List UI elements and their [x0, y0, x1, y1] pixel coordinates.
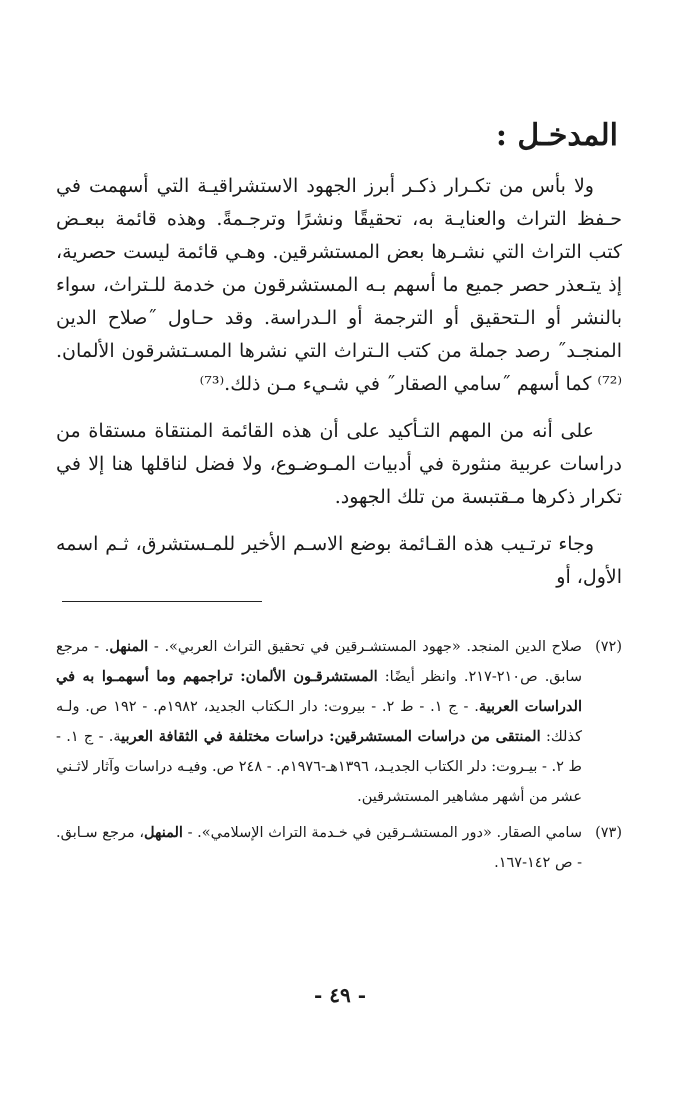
footnote-72 [56, 632, 622, 812]
footnote-number: (٧٣) [595, 825, 622, 841]
footnote-number: (٧٢) [595, 639, 622, 655]
footnote-divider [62, 601, 262, 602]
footnote-text [56, 632, 582, 812]
footnote-segment: . - مرجع سابق. ص٢١٠-٢١٧. وانظر أيضًا: [56, 639, 582, 685]
page-number: - ٤٩ - [313, 983, 366, 1007]
footnote-segment: ة. - ج ١. - ط ٢. - بيـروت: دلر الكتاب الجديـد، ١٣٩٦هـ-١٩٧٦م. - ٢٤٨ ص. وفيـه دراسات وآثار لاثـني عشر من أشهر مشاهير المستشرقين. [56, 729, 582, 805]
body-paragraph: على أنه من المهم التـأكيد على أن هذه القائمة المنتقاة مستقاة من دراسات عربية منثورة في أدبيات المـوضـوع، ولا فضل لناقلها هنا إلا في تكرار ذكرها مـقتبسة من تلك الجهود. [56, 420, 622, 508]
body-paragraph: وجاء ترتـيب هذه القـائمة بوضع الاسـم الأخير للمـستشرق، ثـم اسمه الأول، أو [56, 533, 622, 588]
section-heading: المدخـل : [495, 118, 618, 153]
footnotes [56, 632, 622, 884]
footnote-73 [56, 818, 622, 878]
footnote-source-title: المنهل [144, 824, 183, 841]
body-paragraph: ولا بأس من تكـرار ذكـر أبرز الجهود الاستشراقيـة التي أسهمت في حـفظ التراث والعنايـة به، تحقيقًا ونشرًا وترجـمةً. وهذه قائمة ببعـض كتب التراث التي نشـرها بعض المستشرقين. وهـي قائمة ليست حصرية، إذ يتـعذر حصر جميع ما أسهم بـه المستشرقون من خدمة للـتراث، سواء بالنشر أو الـتحقيق أو الترجمة أو الـدراسة. وقد حـاول ˝صلاح الدين المنجـد˝ رصد جملة من كتب الـتراث التي نشرها المسـتشرقون الألمان.⁽⁷²⁾ كما أسهم ˝سامي الصقار˝ في شـيء مـن ذلك.⁽⁷³⁾ [56, 175, 622, 395]
footnote-book-title: المنتقى من دراسات المستشرقين: دراسات مختلفة في الثقافة العربي [121, 728, 541, 745]
footnote-segment: . - ج ١. - ط ٢. - بيروت: دار الـكتاب الجديد، ١٩٨٢م. - ١٩٢ ص. ولـه كذلك: [56, 699, 582, 745]
footnote-segment: ، مرجع سـابق. - ص ١٤٢-١٦٧. [56, 825, 582, 871]
main-body [56, 170, 622, 608]
footnote-text [56, 818, 582, 878]
footnote-segment: سامي الصقار. «دور المستشـرقين في خـدمة التراث الإسلامي». - [182, 825, 582, 841]
footnote-book-title: المستشرقـون الألمان: تراجمهم وما أسهمـوا به في الدراسات العربية [56, 668, 582, 715]
footnote-segment: صلاح الدين المنجد. «جهود المستشـرقين في تحقيق التراث العربي». - [148, 639, 582, 655]
footnote-source-title: المنهل [109, 638, 149, 655]
